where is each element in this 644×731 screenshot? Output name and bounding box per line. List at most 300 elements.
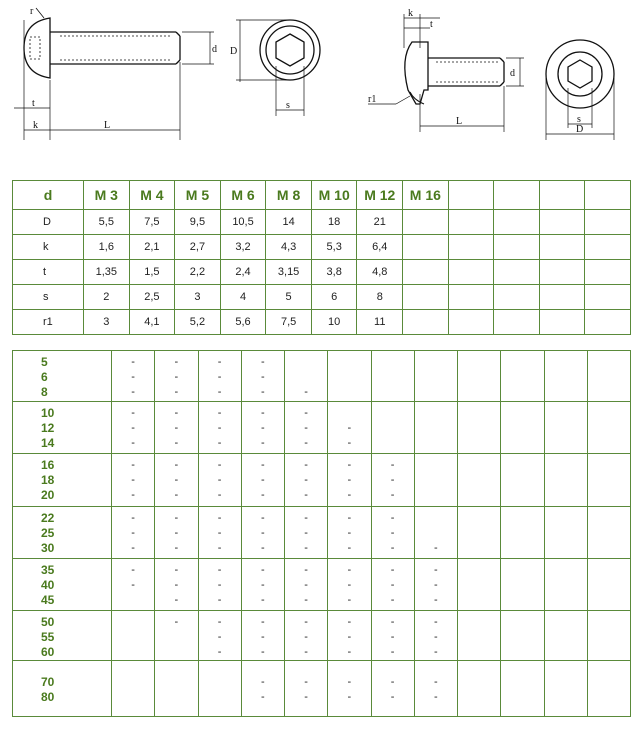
availability-mark: - [347, 676, 352, 688]
availability-mark [501, 630, 543, 645]
availability-mark: - [347, 579, 352, 591]
availability-mark: - [131, 512, 135, 524]
availability-mark [588, 630, 630, 645]
availability-mark [545, 675, 587, 690]
length-availability-cell [241, 611, 284, 661]
length-group-labels [13, 454, 112, 507]
screw-technical-drawings [0, 0, 644, 150]
dimension-value: 7,5 [266, 310, 312, 335]
availability-mark: - [304, 527, 308, 539]
availability-mark [588, 355, 630, 370]
length-group-labels [13, 402, 112, 454]
dimension-value: 2,1 [129, 235, 175, 260]
length-availability-cell [544, 611, 587, 661]
availability-mark [112, 593, 154, 608]
availability-mark [588, 458, 630, 473]
length-availability-cell [587, 611, 630, 661]
availability-mark: - [434, 691, 438, 703]
availability-mark [328, 385, 370, 400]
availability-mark: - [434, 579, 438, 591]
length-label: 16 [41, 458, 55, 472]
availability-mark [112, 675, 154, 690]
dimension-value [494, 210, 540, 235]
availability-mark: - [347, 594, 352, 606]
length-availability-cell [285, 351, 328, 402]
availability-mark [458, 436, 500, 451]
availability-mark [458, 593, 500, 608]
availability-mark [501, 645, 543, 660]
availability-mark [415, 526, 457, 541]
length-availability-cell [544, 454, 587, 507]
length-group-labels [13, 351, 112, 402]
availability-mark: - [217, 386, 222, 398]
dimension-value: 8 [357, 285, 403, 310]
availability-mark [545, 370, 587, 385]
dimension-value: 2 [84, 285, 130, 310]
availability-mark [372, 370, 414, 385]
length-availability-cell [328, 351, 371, 402]
availability-mark: - [390, 527, 395, 539]
availability-mark: - [304, 616, 308, 628]
length-availability-cell [501, 611, 544, 661]
length-availability-cell [328, 611, 371, 661]
availability-mark: - [131, 564, 135, 576]
screw-end-view-left [236, 20, 320, 116]
label-r: r [30, 6, 34, 17]
availability-mark [588, 675, 630, 690]
availability-mark: - [304, 631, 308, 643]
screw-side-view-left [14, 8, 214, 140]
label-t-left: t [32, 98, 35, 109]
dimension-value [539, 210, 585, 235]
length-availability-cell [501, 351, 544, 402]
availability-mark [199, 675, 241, 690]
label-t-right: t [430, 19, 433, 30]
availability-mark: - [261, 474, 265, 486]
dimension-value: 4,1 [129, 310, 175, 335]
availability-mark: - [217, 356, 222, 368]
availability-mark [501, 541, 543, 556]
label-d-left: d [212, 44, 217, 55]
length-label: 8 [41, 385, 48, 399]
dimension-value: 6,4 [357, 235, 403, 260]
length-group-row [13, 611, 631, 661]
availability-mark [372, 355, 414, 370]
length-availability-cell [501, 661, 544, 717]
availability-mark [501, 421, 543, 436]
availability-mark: - [131, 489, 135, 501]
availability-mark: - [304, 579, 308, 591]
dimension-value: 3,8 [311, 260, 357, 285]
dimension-value [448, 285, 494, 310]
availability-mark: - [304, 564, 308, 576]
availability-mark: - [347, 527, 352, 539]
dimension-value: 3 [84, 310, 130, 335]
availability-mark: - [434, 594, 438, 606]
availability-mark [588, 578, 630, 593]
length-availability-cell [544, 507, 587, 559]
dimension-value: 3,15 [266, 260, 312, 285]
length-availability-cell [112, 351, 155, 402]
availability-mark [415, 511, 457, 526]
dimension-value: 21 [357, 210, 403, 235]
availability-mark: - [174, 594, 179, 606]
availability-mark [458, 458, 500, 473]
availability-mark [545, 541, 587, 556]
availability-mark: - [390, 512, 395, 524]
availability-mark: - [217, 594, 222, 606]
availability-mark [501, 406, 543, 421]
label-D-left: D [230, 46, 238, 57]
availability-mark [415, 421, 457, 436]
label-s-right: s [577, 114, 581, 125]
length-group-labels [13, 507, 112, 559]
availability-mark [545, 511, 587, 526]
availability-mark: - [261, 386, 265, 398]
availability-mark: - [434, 646, 438, 658]
dimension-value: 11 [357, 310, 403, 335]
availability-mark: - [347, 646, 352, 658]
size-header-cell: M 3 [84, 181, 130, 210]
dimension-row [13, 285, 631, 310]
length-label: 25 [41, 526, 55, 540]
dimension-value: 2,5 [129, 285, 175, 310]
label-r1: r1 [368, 94, 377, 105]
availability-mark: - [217, 527, 222, 539]
length-availability-cell [544, 661, 587, 717]
dimension-value: 9,5 [175, 210, 221, 235]
availability-mark [415, 406, 457, 421]
length-availability-cell [241, 402, 284, 454]
length-availability-cell [198, 454, 241, 507]
availability-mark [588, 563, 630, 578]
availability-mark [501, 690, 543, 705]
availability-mark: - [304, 407, 308, 419]
availability-mark: - [347, 564, 352, 576]
dimension-value: 6 [311, 285, 357, 310]
availability-mark [545, 473, 587, 488]
availability-mark [155, 645, 197, 660]
length-label: 30 [41, 541, 55, 555]
availability-mark: - [347, 437, 352, 449]
length-availability-cell [112, 507, 155, 559]
availability-mark: - [217, 542, 222, 554]
availability-mark [458, 630, 500, 645]
availability-mark [372, 436, 414, 451]
length-availability-cell [587, 661, 630, 717]
label-d-right: d [510, 68, 515, 79]
length-availability-cell [241, 559, 284, 611]
availability-mark: - [131, 437, 135, 449]
availability-mark: - [347, 474, 352, 486]
availability-mark: - [390, 542, 395, 554]
lengths-availability-table [12, 350, 631, 717]
length-availability-cell [458, 351, 501, 402]
length-availability-cell [328, 507, 371, 559]
length-label: 20 [41, 488, 55, 502]
availability-mark: - [390, 564, 395, 576]
availability-mark [545, 488, 587, 503]
availability-mark: - [217, 512, 222, 524]
size-header-cell: M 8 [266, 181, 312, 210]
availability-mark: - [304, 386, 308, 398]
length-label: 45 [41, 593, 55, 607]
dimension-value [448, 210, 494, 235]
length-label: 12 [41, 421, 55, 435]
availability-mark: - [174, 542, 179, 554]
availability-mark [155, 630, 197, 645]
length-group-row [13, 454, 631, 507]
size-header-cell: M 6 [220, 181, 266, 210]
availability-mark: - [261, 616, 265, 628]
availability-mark [458, 355, 500, 370]
availability-mark: - [174, 437, 179, 449]
dimension-value: 1,35 [84, 260, 130, 285]
availability-mark [501, 473, 543, 488]
availability-mark [415, 436, 457, 451]
availability-mark [372, 421, 414, 436]
length-availability-cell [198, 507, 241, 559]
length-availability-cell [241, 351, 284, 402]
availability-mark: - [261, 489, 265, 501]
length-group-row [13, 351, 631, 402]
availability-mark: - [217, 489, 222, 501]
availability-mark: - [217, 407, 222, 419]
dimension-value [494, 260, 540, 285]
length-availability-cell [458, 454, 501, 507]
dimension-value: 4,8 [357, 260, 403, 285]
availability-mark [458, 473, 500, 488]
availability-mark [588, 511, 630, 526]
length-availability-cell [371, 402, 414, 454]
size-header-row [13, 181, 631, 210]
availability-mark [501, 370, 543, 385]
availability-mark: - [347, 616, 352, 628]
availability-mark [588, 541, 630, 556]
availability-mark: - [304, 542, 308, 554]
availability-mark: - [390, 579, 395, 591]
length-availability-cell [112, 661, 155, 717]
dimension-value: 18 [311, 210, 357, 235]
length-availability-cell [414, 559, 457, 611]
size-header-cell [448, 181, 494, 210]
availability-mark: - [347, 631, 352, 643]
length-availability-cell [155, 454, 198, 507]
availability-mark: - [304, 437, 308, 449]
availability-mark [458, 421, 500, 436]
availability-mark: - [217, 459, 222, 471]
availability-mark [415, 473, 457, 488]
availability-mark [501, 563, 543, 578]
availability-mark: - [304, 512, 308, 524]
availability-mark: - [390, 676, 395, 688]
length-availability-cell [587, 351, 630, 402]
dimension-value [448, 235, 494, 260]
label-k-right: k [408, 8, 413, 19]
availability-mark [545, 615, 587, 630]
availability-mark: - [131, 407, 135, 419]
availability-mark [112, 615, 154, 630]
availability-mark [501, 436, 543, 451]
availability-mark: - [304, 489, 308, 501]
dimension-value [494, 285, 540, 310]
availability-mark: - [131, 422, 135, 434]
dimension-value: 4,3 [266, 235, 312, 260]
availability-mark [458, 385, 500, 400]
length-availability-cell [587, 454, 630, 507]
availability-mark [545, 645, 587, 660]
availability-mark: - [304, 676, 308, 688]
availability-mark [545, 593, 587, 608]
dimension-value: 10,5 [220, 210, 266, 235]
availability-mark: - [434, 676, 438, 688]
length-group-row [13, 402, 631, 454]
size-header-cell: M 5 [175, 181, 221, 210]
availability-mark [112, 630, 154, 645]
availability-mark: - [434, 616, 438, 628]
availability-mark [285, 370, 327, 385]
availability-mark: - [217, 564, 222, 576]
availability-mark: - [174, 356, 179, 368]
dimension-row [13, 235, 631, 260]
availability-mark [285, 355, 327, 370]
availability-mark [545, 421, 587, 436]
availability-mark: - [261, 371, 265, 383]
length-availability-cell [328, 454, 371, 507]
dimension-value: 5 [266, 285, 312, 310]
availability-mark: - [174, 616, 179, 628]
availability-mark [458, 370, 500, 385]
availability-mark: - [261, 579, 265, 591]
availability-mark [458, 578, 500, 593]
availability-mark: - [261, 437, 265, 449]
dimension-value [403, 260, 449, 285]
availability-mark [501, 578, 543, 593]
availability-mark: - [304, 646, 308, 658]
dimension-value [539, 235, 585, 260]
label-s-left: s [286, 100, 290, 111]
availability-mark: - [261, 691, 265, 703]
availability-mark: - [131, 371, 135, 383]
availability-mark: - [217, 579, 222, 591]
length-group-labels [13, 611, 112, 661]
availability-mark: - [347, 459, 352, 471]
dimension-value: 10 [311, 310, 357, 335]
availability-mark [588, 436, 630, 451]
dimension-value: 3 [175, 285, 221, 310]
length-group-labels [13, 559, 112, 611]
length-availability-cell [198, 351, 241, 402]
dimension-label: t [13, 260, 84, 285]
label-L-left: L [104, 120, 111, 131]
length-availability-cell [112, 402, 155, 454]
length-availability-cell [155, 661, 198, 717]
dimension-value: 7,5 [129, 210, 175, 235]
dimension-value [539, 260, 585, 285]
availability-mark [588, 370, 630, 385]
dimension-value [585, 235, 631, 260]
availability-mark [155, 690, 197, 705]
availability-mark [372, 385, 414, 400]
availability-mark [501, 458, 543, 473]
length-label: 50 [41, 615, 55, 629]
availability-mark: - [174, 579, 179, 591]
length-group-row [13, 507, 631, 559]
dimension-value: 1,6 [84, 235, 130, 260]
availability-mark [458, 675, 500, 690]
availability-mark: - [174, 407, 179, 419]
screw-side-view-right [368, 14, 524, 132]
length-availability-cell [371, 351, 414, 402]
length-availability-cell [414, 351, 457, 402]
length-availability-cell [285, 507, 328, 559]
length-availability-cell [285, 611, 328, 661]
availability-mark: - [261, 646, 265, 658]
dimension-value [539, 285, 585, 310]
length-label: 10 [41, 406, 55, 420]
length-availability-cell [544, 351, 587, 402]
dimension-value: 5,3 [311, 235, 357, 260]
availability-mark [501, 615, 543, 630]
availability-mark: - [174, 474, 179, 486]
availability-mark: - [261, 459, 265, 471]
length-availability-cell [414, 402, 457, 454]
availability-mark: - [304, 691, 308, 703]
length-availability-cell [155, 507, 198, 559]
availability-mark: - [304, 474, 308, 486]
length-availability-cell [112, 559, 155, 611]
dimension-value: 4 [220, 285, 266, 310]
availability-mark: - [390, 691, 395, 703]
length-label: 55 [41, 630, 55, 644]
dimension-value [585, 310, 631, 335]
availability-mark [501, 511, 543, 526]
length-availability-cell [198, 559, 241, 611]
length-availability-cell [285, 661, 328, 717]
availability-mark [458, 615, 500, 630]
availability-mark: - [347, 691, 352, 703]
dimension-row [13, 210, 631, 235]
availability-mark: - [174, 564, 179, 576]
label-D-right: D [576, 124, 584, 135]
dimension-value [494, 310, 540, 335]
length-availability-cell [587, 402, 630, 454]
size-header-cell [494, 181, 540, 210]
availability-mark: - [261, 356, 265, 368]
availability-mark [415, 385, 457, 400]
size-header-cell: M 16 [403, 181, 449, 210]
length-label: 5 [41, 355, 48, 369]
availability-mark [458, 511, 500, 526]
length-availability-cell [544, 402, 587, 454]
availability-mark: - [217, 371, 222, 383]
availability-mark [545, 563, 587, 578]
availability-mark [458, 645, 500, 660]
length-availability-cell [371, 454, 414, 507]
length-availability-cell [501, 559, 544, 611]
availability-mark: - [174, 489, 179, 501]
availability-mark: - [261, 542, 265, 554]
dimension-value [403, 210, 449, 235]
availability-mark [588, 526, 630, 541]
length-label: 18 [41, 473, 55, 487]
availability-mark: - [131, 459, 135, 471]
availability-mark: - [217, 616, 222, 628]
availability-mark [545, 436, 587, 451]
availability-mark [328, 406, 370, 421]
availability-mark [501, 593, 543, 608]
availability-mark [501, 385, 543, 400]
